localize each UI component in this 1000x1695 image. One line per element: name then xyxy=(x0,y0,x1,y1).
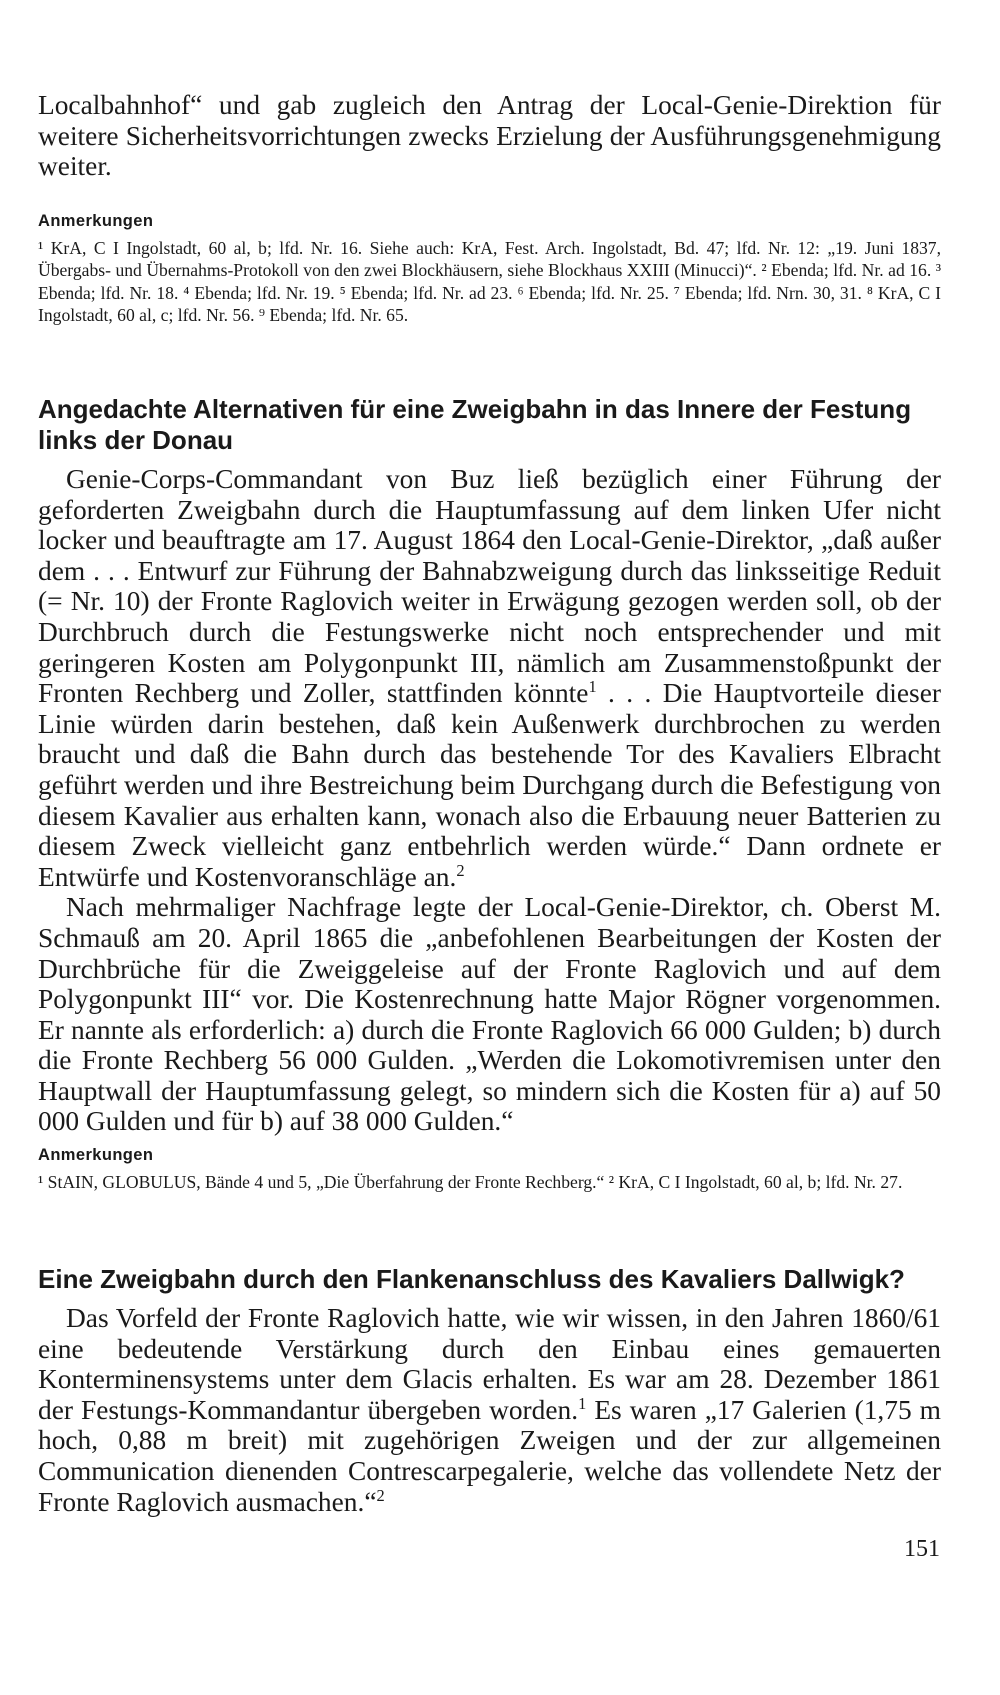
footnotes-block-1 xyxy=(38,212,941,327)
paragraph-text: Es waren „17 Galerien (1,75 m hoch, 0,88 m breit) mit zugehörigen Zweigen und der zur allgemeinen Communication dienenden Contrescarpegalerie, welche das vollendete Netz der Fronte Raglovich ausmachen.“ xyxy=(38,1394,941,1517)
paragraph-text: Das Vorfeld der Fronte Raglovich hatte, wie wir wissen, in den Jahren 1860/61 eine bedeutende Verstärkung durch den Einbau eines gemauerten Konterminensystems unter dem Glacis erhalten. Es war am 28. Dezember 1861 der Festungs-Kommandantur übergeben worden. xyxy=(38,1303,941,1425)
section-alternativen xyxy=(38,394,941,1137)
footnotes-block-2 xyxy=(38,1146,941,1193)
paragraph-text: Genie-Corps-Commandant von Buz ließ bezüglich einer Führung der geforderten Zweigbahn durch die Hauptumfassung auf dem linken Ufer nicht locker und beauftragte am 17. August 1864 den Local-Genie-Direktor, „daß außer dem . . . Entwurf zur Führung der Bahnabzweigung durch das linksseitige Reduit (= Nr. 10) der Fronte Raglovich weiter in Erwägung gezogen werden soll, ob der Durchbruch durch die Festungswerke nicht noch entsprechender und mit geringeren Kosten am Polygonpunkt III, nämlich am Zusammenstoßpunkt der Fronten Rechberg und Zoller, stattfinden könnte xyxy=(38,464,941,709)
footnotes-heading: Anmerkungen xyxy=(38,1146,154,1164)
page-number: 151 xyxy=(904,1536,940,1562)
footnotes-text: ¹ StAIN, GLOBULUS, Bände 4 und 5, „Die Überfahrung der Fronte Rechberg.“ ² KrA, C I Ingolstadt, 60 al, b; lfd. Nr. 27. xyxy=(38,1172,903,1192)
body-paragraph: Nach mehrmaliger Nachfrage legte der Local-Genie-Direktor, ch. Oberst M. Schmauß am 20. April 1865 die „anbefohlenen Bearbeitungen der Kosten der Durchbrüche für die Zweiggeleise auf der Fronte Raglovich und auf dem Polygonpunkt III“ vor. Die Kostenrechnung hatte Major Rögner vorgenommen. Er nannte als erforderlich: a) durch die Fronte Raglovich 66 000 Gulden; b) durch die Fronte Rechberg 56 000 Gulden. „Werden die Lokomotivremisen unter den Hauptwall der Hauptumfassung gelegt, so mindern sich die Kosten für a) auf 50 000 Gulden und für b) auf 38 000 Gulden.“ xyxy=(38,892,941,1137)
continuation-block xyxy=(38,90,941,182)
footnote-marker: 1 xyxy=(578,1393,587,1413)
body-paragraph xyxy=(38,464,941,892)
paragraph-text: . . . Die Hauptvorteile dieser Linie würden darin bestehen, daß kein Außenwerk durchbrochen zu werden braucht und daß die Bahn durch das bestehende Tor des Kavaliers Elbracht geführt werden und ihre Bestreichung beim Durchgang durch die Befestigung von diesem Kavalier aus erhalten kann, wonach also die Erbauung neuer Batterien zu diesem Zweck vielleicht ganz entbehrlich werden würde.“ Dann ordnete er Entwürfe und Kostenvoranschläge an. xyxy=(38,678,941,892)
footnote-marker: 2 xyxy=(456,860,465,880)
section-dallwigk xyxy=(38,1264,941,1517)
section-heading: Angedachte Alternativen für eine Zweigbahn in das Innere der Festung links der Donau xyxy=(38,394,912,455)
footnotes-heading: Anmerkungen xyxy=(38,212,154,230)
body-paragraph xyxy=(38,1303,941,1517)
section-heading: Eine Zweigbahn durch den Flankenanschluss des Kavaliers Dallwigk? xyxy=(38,1264,905,1294)
footnotes-text: ¹ KrA, C I Ingolstadt, 60 al, b; lfd. Nr. 16. Siehe auch: KrA, Fest. Arch. Ingolstadt, Bd. 47; lfd. Nr. 12: „19. Juni 1837, Übergabs- und Übernahms-Protokoll von den zwei Blockhäusern, siehe Blockhaus XXIII (Minucci)“. ² Ebenda; lfd. Nr. ad 16. ³ Ebenda; lfd. Nr. 18. ⁴ Ebenda; lfd. Nr. 19. ⁵ Ebenda; lfd. Nr. ad 23. ⁶ Ebenda; lfd. Nr. 25. ⁷ Ebenda; lfd. Nrn. 30, 31. ⁸ KrA, C I Ingolstadt, 60 al, c; lfd. Nr. 56. ⁹ Ebenda; lfd. Nr. 65. xyxy=(38,238,941,326)
footnote-marker: 2 xyxy=(376,1485,385,1505)
footnote-marker: 1 xyxy=(588,677,597,697)
continuation-paragraph: Localbahnhof“ und gab zugleich den Antrag der Local-Genie-Direktion für weitere Sicherheitsvorrichtungen zwecks Erzielung der Ausführungsgenehmigung weiter. xyxy=(38,90,941,182)
